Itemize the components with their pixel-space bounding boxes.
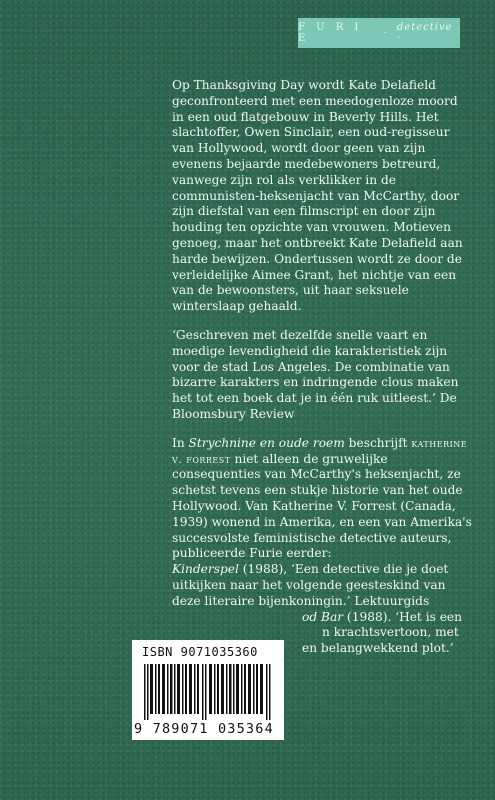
ean-digits: 9 789071 035364 (134, 721, 274, 737)
review-fragment-1: n krachtsvertoon, met (322, 625, 459, 640)
review-fragment-2: en belangwekkend plot.’ (302, 641, 454, 656)
author-name: katherine v. forrest (172, 436, 468, 466)
series-label (298, 18, 460, 48)
series-subtitle: detective · (396, 22, 453, 44)
earlier-book-1-review: (1988), ‘Een detective die je doet uitkijken naar het volgende geesteskind van deze literaire bijenkoningin.’ Lektuurgids (172, 562, 449, 608)
synopsis-paragraph: Op Thanksgiving Day wordt Kate Delafield geconfronteerd met een meedogenloze moord in een oud flatgebouw in Beverly Hills. Het slachtoffer, Owen Sinclair, een oud-regisseur van Hollywood, wordt door geen van zijn evenens bejaarde medebewoners betreurd, vanwege zijn rol als verklikker in de communisten-heksenjacht van McCarthy, door zijn diefstal van een filmscript en door zijn houding ten opzichte van vrouwen. Motieven genoeg, maar het ontbreekt Kate Delafield aan harde bewijzen. Ondertussen wordt ze door de verleidelijke Aimee Grant, het nichtje van een van de bewoonsters, uit haar seksuele winterslaap gehaald. (172, 78, 463, 314)
earlier-book-1-title: Kinderspel (172, 562, 239, 577)
earlier-book-2-review: (1988). ‘Het is een (343, 609, 462, 624)
author-paragraph-rest: niet alleen de gruwelijke consequenties van McCarthy's heksenjacht, ze schetst tevens een stukje historie van het oude Hollywood. Van Katherine V. Forrest (Canada, 1939) wonend in Amerika, en een van Amerika's succesvolste feministische detective auteurs, publiceerde Furie eerder: (172, 451, 472, 561)
author-paragraph-verb: beschrijft (344, 435, 408, 450)
earlier-book-2-title-fragment: od Bar (302, 609, 344, 624)
book-title: Strychnine en oude roem (188, 435, 345, 450)
author-paragraph-in: In (172, 435, 185, 450)
review-quote: ‘Geschreven met dezelfde snelle vaart en moedige levendigheid die karakteristiek zijn voor de stad Los Angeles. De combinatie van bizarre karakters en indringende clous maken het tot een boek dat je in één ruk uitleest.’ De Bloomsbury Review (172, 327, 459, 421)
isbn-barcode-sticker (132, 640, 284, 740)
series-dot: · (383, 27, 391, 39)
barcode-bars (144, 664, 272, 720)
isbn-number: ISBN 9071035360 (142, 645, 258, 659)
series-name: F U R I E (298, 22, 363, 44)
blurb-text (172, 78, 472, 670)
author-paragraph (172, 436, 472, 657)
